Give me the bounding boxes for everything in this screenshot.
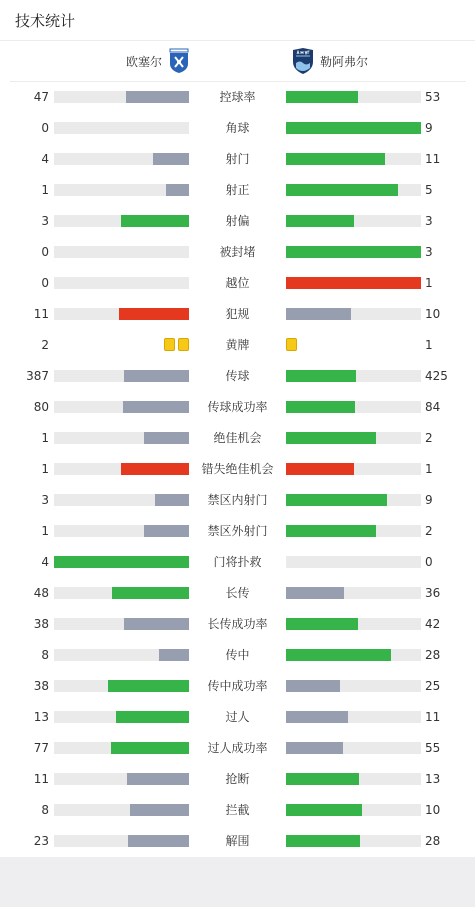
away-bar-fill bbox=[286, 246, 421, 258]
away-value: 11 bbox=[425, 152, 441, 166]
away-value: 55 bbox=[425, 741, 441, 755]
away-value: 11 bbox=[425, 710, 441, 724]
home-value: 4 bbox=[41, 152, 49, 166]
home-bar-track bbox=[54, 463, 189, 475]
stat-row bbox=[0, 460, 475, 478]
home-bar-fill bbox=[123, 401, 189, 413]
stat-label: 禁区外射门 bbox=[207, 524, 268, 538]
stat-row bbox=[0, 367, 475, 385]
away-bar-fill bbox=[286, 277, 421, 289]
stat-label: 射偏 bbox=[225, 214, 250, 228]
page-title: 技术统计 bbox=[15, 12, 76, 30]
away-bar-fill bbox=[286, 680, 340, 692]
home-bar-track bbox=[54, 773, 189, 785]
stat-row bbox=[0, 770, 475, 788]
stat-label: 门将扑救 bbox=[213, 555, 262, 569]
home-value: 80 bbox=[33, 400, 49, 414]
home-bar-track bbox=[54, 742, 189, 754]
away-value: 13 bbox=[425, 772, 441, 786]
home-value: 8 bbox=[41, 803, 49, 817]
away-bar-track bbox=[286, 91, 421, 103]
stat-row bbox=[0, 88, 475, 106]
home-bar-track bbox=[54, 587, 189, 599]
divider bbox=[10, 81, 466, 82]
away-bar-track bbox=[286, 370, 421, 382]
stat-label: 过人 bbox=[225, 710, 250, 724]
stat-row bbox=[0, 739, 475, 757]
away-bar-fill bbox=[286, 711, 348, 723]
stat-row bbox=[0, 708, 475, 726]
stat-label: 错失绝佳机会 bbox=[201, 462, 274, 476]
away-bar-track bbox=[286, 122, 421, 134]
home-value: 48 bbox=[33, 586, 49, 600]
away-team-name: 勒阿弗尔 bbox=[320, 54, 369, 69]
home-bar-track bbox=[54, 525, 189, 537]
home-bar-fill bbox=[108, 680, 189, 692]
away-yellow-cards bbox=[286, 338, 297, 352]
away-bar-fill bbox=[286, 122, 421, 134]
away-bar-track bbox=[286, 804, 421, 816]
home-bar-track bbox=[54, 649, 189, 661]
away-bar-fill bbox=[286, 91, 358, 103]
away-bar-track bbox=[286, 835, 421, 847]
home-value: 1 bbox=[41, 431, 49, 445]
away-value: 84 bbox=[425, 400, 441, 414]
home-bar-track bbox=[54, 308, 189, 320]
stat-label: 禁区内射门 bbox=[207, 493, 268, 507]
le-havre-crest-icon bbox=[292, 48, 314, 74]
stat-label: 过人成功率 bbox=[207, 741, 268, 755]
home-bar-fill bbox=[153, 153, 189, 165]
stat-row bbox=[0, 305, 475, 323]
away-bar-fill bbox=[286, 494, 387, 506]
home-bar-fill bbox=[112, 587, 189, 599]
away-bar-track bbox=[286, 742, 421, 754]
home-bar-track bbox=[54, 215, 189, 227]
stat-row bbox=[0, 646, 475, 664]
home-value: 8 bbox=[41, 648, 49, 662]
away-value: 36 bbox=[425, 586, 441, 600]
home-bar-fill bbox=[124, 618, 189, 630]
home-value: 1 bbox=[41, 462, 49, 476]
stat-row bbox=[0, 274, 475, 292]
away-bar-track bbox=[286, 773, 421, 785]
yellow-card-icon bbox=[286, 338, 297, 351]
home-value: 4 bbox=[41, 555, 49, 569]
away-bar-track bbox=[286, 215, 421, 227]
away-bar-track bbox=[286, 401, 421, 413]
away-bar-fill bbox=[286, 525, 376, 537]
away-value: 3 bbox=[425, 245, 433, 259]
away-team[interactable] bbox=[292, 47, 368, 75]
home-value: 1 bbox=[41, 183, 49, 197]
home-value: 0 bbox=[41, 245, 49, 259]
home-team[interactable] bbox=[126, 47, 190, 75]
home-value: 3 bbox=[41, 493, 49, 507]
home-value: 1 bbox=[41, 524, 49, 538]
away-value: 9 bbox=[425, 493, 433, 507]
home-value: 77 bbox=[33, 741, 49, 755]
home-bar-track bbox=[54, 835, 189, 847]
home-bar-fill bbox=[116, 711, 189, 723]
away-bar-track bbox=[286, 680, 421, 692]
home-bar-fill bbox=[130, 804, 189, 816]
away-bar-track bbox=[286, 277, 421, 289]
away-bar-fill bbox=[286, 463, 354, 475]
away-bar-fill bbox=[286, 742, 343, 754]
away-value: 2 bbox=[425, 524, 433, 538]
stat-row bbox=[0, 801, 475, 819]
stat-row bbox=[0, 677, 475, 695]
away-value: 9 bbox=[425, 121, 433, 135]
home-value: 0 bbox=[41, 276, 49, 290]
stat-label: 抢断 bbox=[225, 772, 250, 786]
stat-label: 绝佳机会 bbox=[213, 431, 262, 445]
away-bar-fill bbox=[286, 370, 356, 382]
away-bar-fill bbox=[286, 618, 358, 630]
home-bar-track bbox=[54, 711, 189, 723]
away-bar-track bbox=[286, 463, 421, 475]
home-bar-fill bbox=[54, 556, 189, 568]
away-bar-track bbox=[286, 184, 421, 196]
away-value: 28 bbox=[425, 834, 441, 848]
away-bar-track bbox=[286, 587, 421, 599]
home-value: 2 bbox=[41, 338, 49, 352]
home-value: 38 bbox=[33, 617, 49, 631]
yellow-card-icon bbox=[164, 338, 175, 351]
home-value: 23 bbox=[33, 834, 49, 848]
stat-label: 越位 bbox=[225, 276, 250, 290]
stat-label: 长传成功率 bbox=[207, 617, 268, 631]
away-value: 25 bbox=[425, 679, 441, 693]
home-value: 387 bbox=[26, 369, 49, 383]
stat-label: 传中成功率 bbox=[207, 679, 268, 693]
stat-label: 解围 bbox=[225, 834, 250, 848]
stat-label: 拦截 bbox=[225, 803, 250, 817]
away-value: 1 bbox=[425, 462, 433, 476]
away-value: 3 bbox=[425, 214, 433, 228]
away-bar-track bbox=[286, 525, 421, 537]
home-bar-track bbox=[54, 401, 189, 413]
stat-row bbox=[0, 181, 475, 199]
home-bar-track bbox=[54, 494, 189, 506]
away-bar-fill bbox=[286, 804, 362, 816]
home-bar-fill bbox=[127, 773, 189, 785]
home-bar-fill bbox=[124, 370, 189, 382]
away-value: 1 bbox=[425, 338, 433, 352]
home-bar-fill bbox=[111, 742, 189, 754]
home-bar-fill bbox=[128, 835, 189, 847]
stat-label: 控球率 bbox=[219, 90, 256, 104]
away-value: 10 bbox=[425, 307, 441, 321]
home-bar-track bbox=[54, 680, 189, 692]
away-bar-track bbox=[286, 246, 421, 258]
stat-row bbox=[0, 150, 475, 168]
stat-label: 射正 bbox=[225, 183, 250, 197]
stat-row bbox=[0, 429, 475, 447]
home-bar-track bbox=[54, 153, 189, 165]
stat-row bbox=[0, 119, 475, 137]
home-value: 38 bbox=[33, 679, 49, 693]
home-bar-track bbox=[54, 246, 189, 258]
home-bar-track bbox=[54, 370, 189, 382]
home-value: 11 bbox=[33, 307, 49, 321]
stat-label: 射门 bbox=[225, 152, 250, 166]
away-bar-fill bbox=[286, 835, 360, 847]
away-bar-track bbox=[286, 618, 421, 630]
home-bar-track bbox=[54, 432, 189, 444]
away-bar-track bbox=[286, 711, 421, 723]
home-value: 0 bbox=[41, 121, 49, 135]
yellow-card-icon bbox=[178, 338, 189, 351]
stat-row bbox=[0, 212, 475, 230]
away-bar-track bbox=[286, 153, 421, 165]
stat-row bbox=[0, 491, 475, 509]
away-value: 425 bbox=[425, 369, 448, 383]
home-value: 11 bbox=[33, 772, 49, 786]
auxerre-crest-icon bbox=[168, 48, 190, 74]
stat-row bbox=[0, 832, 475, 850]
stat-row bbox=[0, 336, 475, 354]
home-bar-track bbox=[54, 556, 189, 568]
stat-label: 黄牌 bbox=[225, 338, 250, 352]
stat-row bbox=[0, 522, 475, 540]
away-bar-track bbox=[286, 432, 421, 444]
away-bar-fill bbox=[286, 215, 354, 227]
away-bar-fill bbox=[286, 401, 355, 413]
home-bar-track bbox=[54, 277, 189, 289]
home-bar-fill bbox=[121, 215, 189, 227]
home-yellow-cards bbox=[164, 338, 189, 352]
home-bar-track bbox=[54, 618, 189, 630]
away-bar-fill bbox=[286, 184, 398, 196]
home-team-name: 欧塞尔 bbox=[126, 54, 163, 69]
away-value: 5 bbox=[425, 183, 433, 197]
stat-label: 传球 bbox=[225, 369, 250, 383]
home-bar-fill bbox=[121, 463, 189, 475]
home-bar-fill bbox=[126, 91, 189, 103]
home-bar-fill bbox=[159, 649, 189, 661]
stat-label: 传中 bbox=[225, 648, 250, 662]
away-value: 28 bbox=[425, 648, 441, 662]
away-value: 53 bbox=[425, 90, 441, 104]
home-bar-track bbox=[54, 91, 189, 103]
away-value: 0 bbox=[425, 555, 433, 569]
stat-row bbox=[0, 584, 475, 602]
away-bar-fill bbox=[286, 432, 376, 444]
home-bar-fill bbox=[144, 525, 189, 537]
away-bar-fill bbox=[286, 153, 385, 165]
away-bar-fill bbox=[286, 587, 344, 599]
stat-row bbox=[0, 243, 475, 261]
home-bar-fill bbox=[166, 184, 189, 196]
stat-row bbox=[0, 398, 475, 416]
home-bar-fill bbox=[155, 494, 189, 506]
away-bar-track bbox=[286, 649, 421, 661]
away-value: 10 bbox=[425, 803, 441, 817]
home-bar-track bbox=[54, 184, 189, 196]
stat-label: 角球 bbox=[225, 121, 250, 135]
stat-label: 长传 bbox=[225, 586, 250, 600]
divider bbox=[0, 40, 475, 41]
home-value: 3 bbox=[41, 214, 49, 228]
home-bar-track bbox=[54, 122, 189, 134]
away-bar-fill bbox=[286, 308, 351, 320]
away-bar-track bbox=[286, 494, 421, 506]
stat-row bbox=[0, 553, 475, 571]
home-value: 47 bbox=[33, 90, 49, 104]
home-value: 13 bbox=[33, 710, 49, 724]
away-bar-track bbox=[286, 556, 421, 568]
home-bar-fill bbox=[119, 308, 189, 320]
away-bar-fill bbox=[286, 773, 359, 785]
away-value: 42 bbox=[425, 617, 441, 631]
stat-label: 传球成功率 bbox=[207, 400, 268, 414]
home-bar-track bbox=[54, 804, 189, 816]
away-value: 1 bbox=[425, 276, 433, 290]
stat-label: 被封堵 bbox=[219, 245, 256, 259]
away-bar-track bbox=[286, 308, 421, 320]
stat-label: 犯规 bbox=[225, 307, 250, 321]
home-bar-fill bbox=[144, 432, 189, 444]
away-value: 2 bbox=[425, 431, 433, 445]
stat-row bbox=[0, 615, 475, 633]
away-bar-fill bbox=[286, 649, 391, 661]
